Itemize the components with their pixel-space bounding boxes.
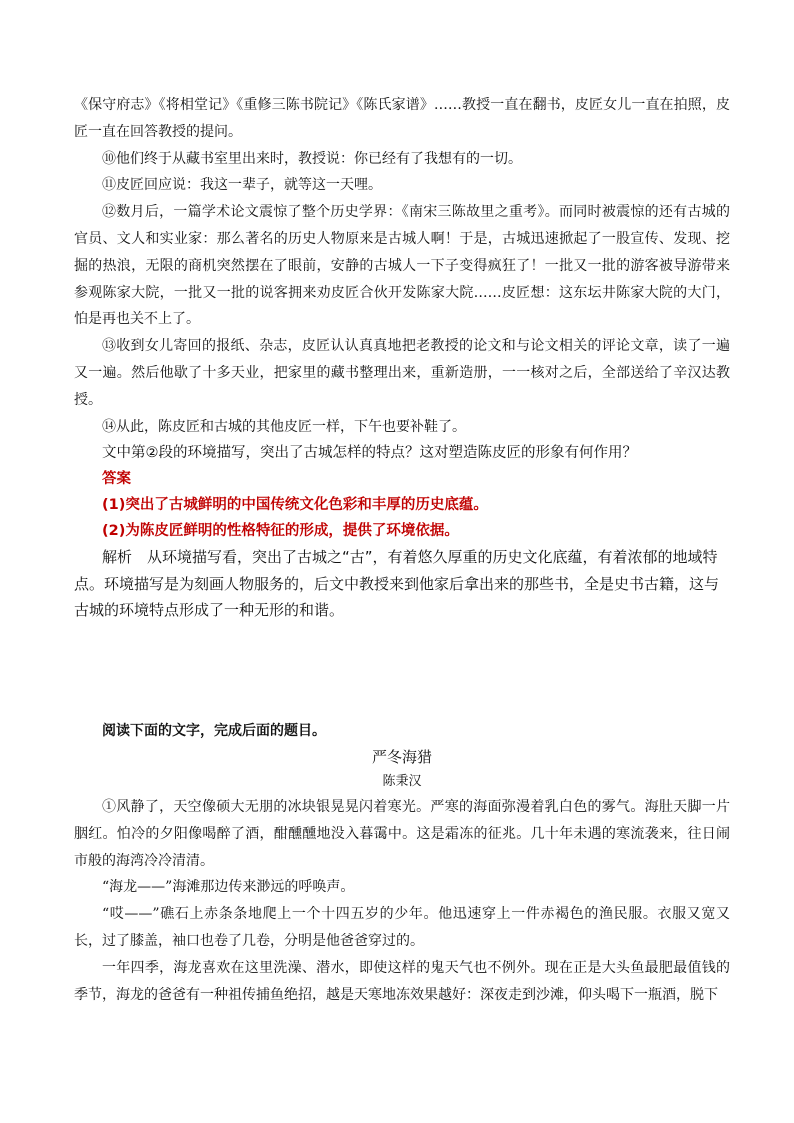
reading-instruction: 阅读下面的文字，完成后面的题目。 — [102, 723, 326, 739]
reading-section-2 — [74, 718, 730, 1008]
paragraph-10: ⑩他们终于从藏书室里出来时，教授说：你已经有了我想有的一切。 — [102, 150, 522, 167]
article-paragraph-4: 一年四季，海龙喜欢在这里洗澡、潜水，即使这样的鬼天气也不例外。现在正是大头鱼最肥最值钱的季节，海龙的爸爸有一种祖传捕鱼绝招，越是天寒地冻效果越好：深夜走到沙滩，仰头喝下一瓶酒，脱下 — [74, 959, 730, 1003]
story-excerpt-part1 — [74, 92, 730, 624]
paragraph-14: ⑭从此，陈皮匠和古城的其他皮匠一样，下午也要补鞋了。 — [102, 418, 466, 435]
article-paragraph-3: “哎——”礁石上赤条条地爬上一个十四五岁的少年。他迅速穿上一件赤褐色的渔民服。衣服又宽又长，过了膝盖，袖口也卷了几卷，分明是他爸爸穿过的。 — [74, 906, 730, 949]
answer-item-2: (2)为陈皮匠鲜明的性格特征的形成，提供了环境依据。 — [102, 523, 459, 540]
article-paragraph-2: “海龙——”海滩那边传来渺远的呼唤声。 — [102, 879, 355, 896]
article-author: 陈秉汉 — [382, 774, 422, 789]
answer-item-1: (1)突出了古城鲜明的中国传统文化色彩和丰厚的历史底蕴。 — [102, 497, 488, 514]
paragraph-9-continued: 《保守府志》《将相堂记》《重修三陈书院记》《陈氏家谱》……教授一直在翻书，皮匠女儿一直在拍照，皮匠一直在回答教授的提问。 — [74, 97, 730, 140]
paragraph-12: ⑫数月后，一篇学术论文震惊了整个历史学界：《南宋三陈故里之重考》。而同时被震惊的还有古城的官员、文人和实业家：那么著名的历史人物原来是古城人啊！于是，古城迅速掀起了一股宣传、发现、挖掘的热浪，无限的商机突然摆在了眼前，安静的古城人一下子变得疯狂了！一批又一批的游客被导游带来参观陈家大院，一批又一批的说客拥来劝皮匠合伙开发陈家大院……皮匠想：这东坛井陈家大院的大门，怕是再也关不上了。 — [74, 204, 730, 328]
analysis-text: 解析 从环境描写看，突出了古城之“古”，有着悠久厚重的历史文化底蕴，有着浓郁的地域特点。环境描写是为刻画人物服务的，后文中教授来到他家后拿出来的那些书，全是史书古籍，这与古城的环境特点形成了一种无形的和谐。 — [74, 548, 720, 620]
question-text: 文中第②段的环境描写，突出了古城怎样的特点？这对塑造陈皮匠的形象有何作用？ — [102, 445, 637, 462]
paragraph-11: ⑪皮匠回应说：我这一辈子，就等这一天哩。 — [102, 177, 382, 194]
article-title: 严冬海猎 — [371, 748, 432, 766]
answer-label: 答案 — [102, 471, 131, 488]
paragraph-13: ⑬收到女儿寄回的报纸、杂志，皮匠认认真真地把老教授的论文和与论文相关的评论文章，读了一遍又一遍。然后他歇了十多天业，把家里的藏书整理出来，重新造册，一一核对之后，全部送给了辛汉达教授。 — [74, 338, 730, 408]
article-paragraph-1: ①风静了，天空像硕大无朋的冰块银晃晃闪着寒光。严寒的海面弥漫着乳白色的雾气。海肚天脚一片胭红。怕冷的夕阳像喝醉了酒，酣醺醺地没入暮霭中。这是霜冻的征兆。几十年未遇的寒流袭来，往日闹市般的海湾冷冷清清。 — [74, 799, 730, 869]
